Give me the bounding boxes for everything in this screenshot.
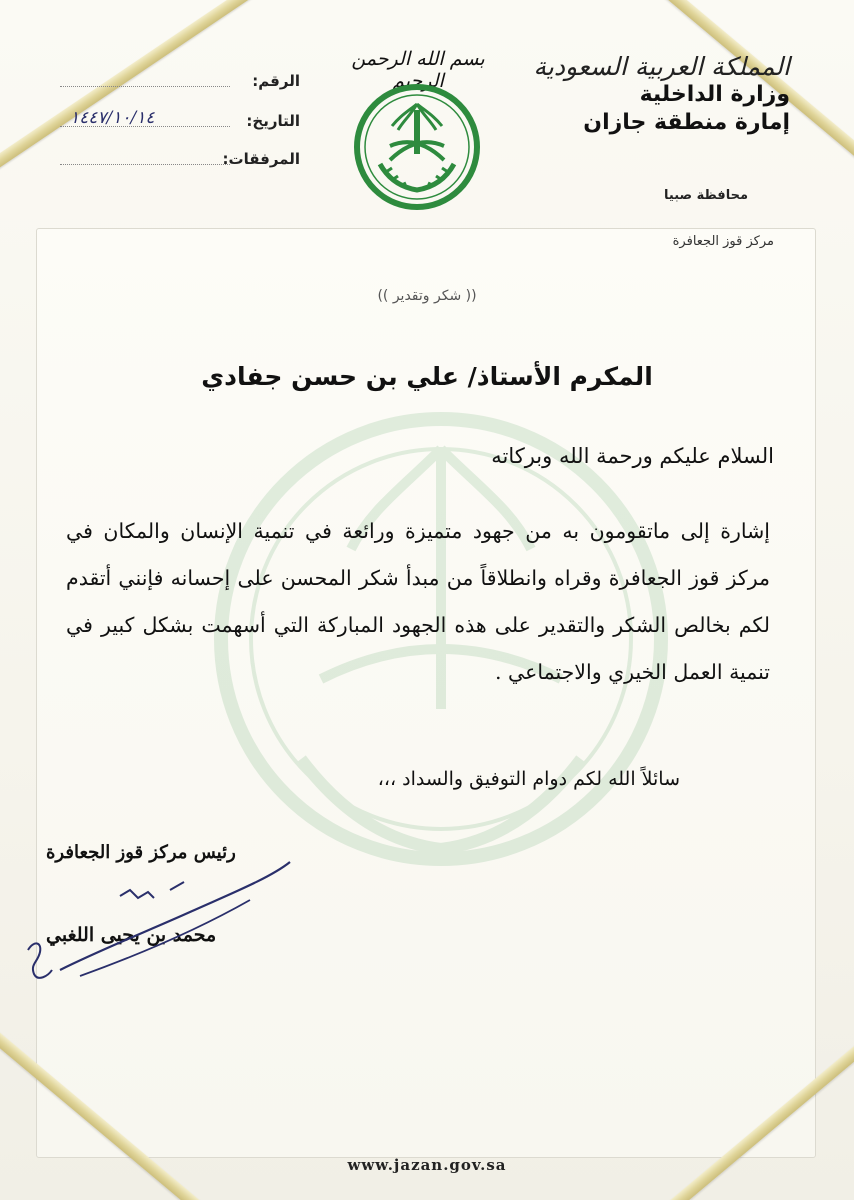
date-value: ١٤٤٧/١٠/١٤ (70, 108, 155, 128)
ministry-name: وزارة الداخلية (639, 82, 790, 107)
closing-line: سائلاً الله لكم دوام التوفيق والسداد ،،، (377, 768, 680, 790)
number-line (60, 86, 230, 87)
greeting: السلام عليكم ورحمة الله وبركاته (491, 444, 774, 468)
date-field (60, 108, 300, 130)
attachments-label: المرفقات: (222, 150, 300, 168)
center-name: مركز قوز الجعافرة (672, 234, 774, 249)
signatory-title: رئيس مركز قوز الجعافرة (46, 842, 236, 863)
number-label: الرقم: (252, 72, 300, 90)
kingdom-name: المملكة العربية السعودية (533, 52, 790, 81)
governorate-name: محافظة صبيا (664, 188, 748, 203)
website-url[interactable]: www.jazan.gov.sa (347, 1156, 507, 1174)
saudi-emblem-icon (352, 82, 482, 212)
emirate-name: إمارة منطقة جازان (583, 110, 790, 135)
handwritten-signature-icon (20, 850, 320, 990)
attachments-line (60, 164, 230, 165)
basmala: بسم الله الرحمن الرحيم (351, 48, 485, 92)
recipient-line: المكرم الأستاذ/ علي بن حسن جفادي (201, 362, 653, 391)
letter-subject: (( شكر وتقدير )) (377, 288, 477, 304)
date-label: التاريخ: (246, 112, 300, 130)
attachments-field (60, 150, 300, 168)
number-field (60, 72, 300, 90)
signatory-name: محمد بن يحيى اللغبي (46, 924, 217, 946)
letterhead-right (530, 52, 790, 137)
letter-body: إشارة إلى ماتقومون به من جهود متميزة ورائعة في تنمية الإنسان والمكان في مركز قوز الجعافرة وقراه وانطلاقاً من مبدأ شكر المحسن على إحسانه فإنني أتقدم لكم بخالص الشكر والتقدير على هذه الجهود المباركة التي أسهمت بشكل كبير في تنمية العمل الخيري والاجتماعي . (66, 519, 770, 684)
